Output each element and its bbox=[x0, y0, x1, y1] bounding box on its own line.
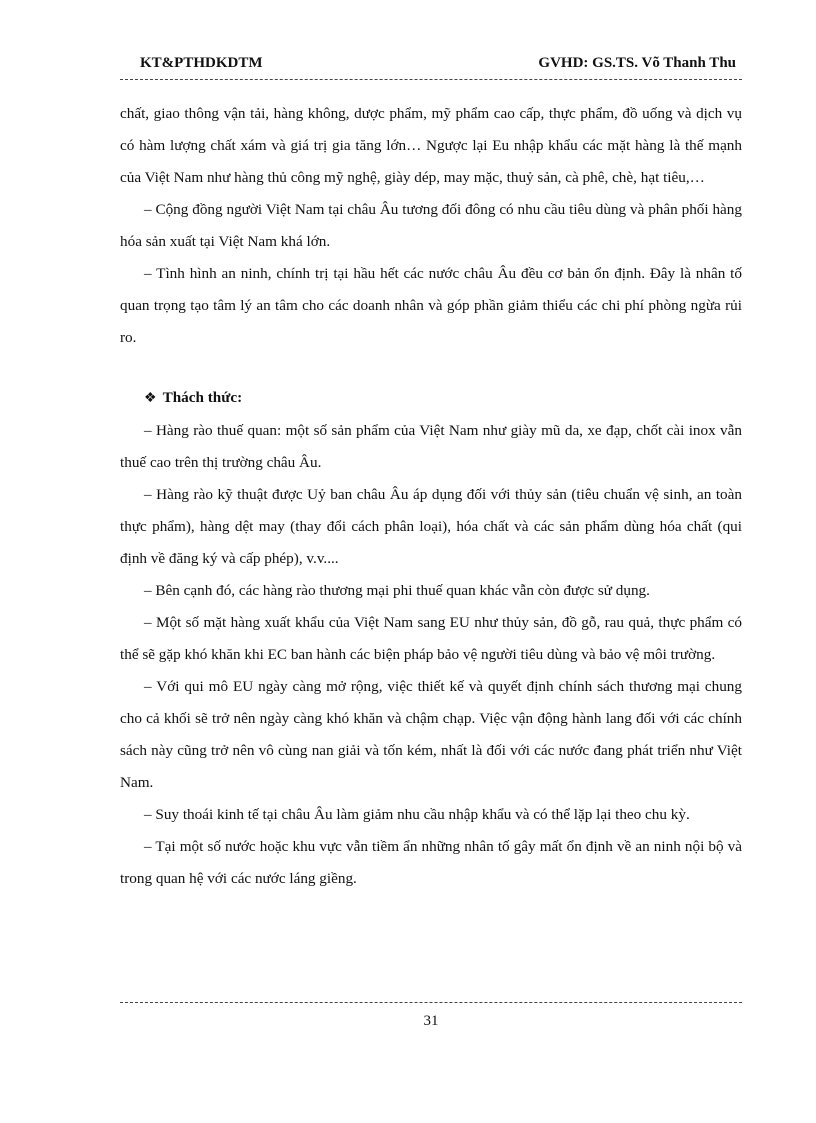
paragraph: – Suy thoái kinh tế tại châu Âu làm giảm nhu cầu nhập khẩu và có thể lặp lại theo chu kỳ. bbox=[144, 806, 690, 823]
section-gap bbox=[120, 354, 742, 382]
diamond-bullet-icon: ❖ bbox=[144, 391, 157, 406]
paragraph: – Hàng rào thuế quan: một số sản phẩm của Việt Nam như giày mũ da, xe đạp, chốt cài inox vẫn thuế cao trên thị trường châu Âu. bbox=[120, 422, 742, 471]
header-right-text: GVHD: GS.TS. Võ Thanh Thu bbox=[538, 55, 736, 71]
paragraph: – Cộng đồng người Việt Nam tại châu Âu tương đối đông có nhu cầu tiêu dùng và phân phối hàng hóa sản xuất tại Việt Nam khá lớn. bbox=[120, 201, 742, 250]
paragraph: – Với qui mô EU ngày càng mở rộng, việc thiết kế và quyết định chính sách thương mại chung cho cả khối sẽ trở nên ngày càng khó khăn và chậm chạp. Việc vận động hành lang đối với các chính sách này cũng trở nên vô cùng nan giải và tốn kém, nhất là đối với các nước đang phát triển như Việt Nam. bbox=[120, 678, 742, 791]
page-number: 31 bbox=[423, 1013, 439, 1029]
header-left-text: KT&PTHDKDTM bbox=[140, 55, 263, 71]
section-heading-title: Thách thức: bbox=[162, 389, 243, 406]
paragraph: – Hàng rào kỹ thuật được Uỷ ban châu Âu áp dụng đối với thủy sản (tiêu chuẩn vệ sinh, an toàn thực phẩm), hàng dệt may (thay đổi cách phân loại), hóa chất và các sản phẩm dùng hóa chất (qui định về đăng ký và cấp phép), v.v.... bbox=[120, 486, 742, 567]
paragraph: – Tình hình an ninh, chính trị tại hầu hết các nước châu Âu đều cơ bản ổn định. Đây là nhân tố quan trọng tạo tâm lý an tâm cho các doanh nhân và góp phần giảm thiểu các chi phí phòng ngừa rủi ro. bbox=[120, 265, 742, 346]
paragraph: – Tại một số nước hoặc khu vực vẫn tiềm ẩn những nhân tố gây mất ổn định về an ninh nội bộ và trong quan hệ với các nước láng giềng. bbox=[120, 838, 742, 887]
section-heading bbox=[120, 382, 742, 415]
paragraph: – Bên cạnh đó, các hàng rào thương mại phi thuế quan khác vẫn còn được sử dụng. bbox=[144, 582, 650, 599]
page-header bbox=[120, 55, 742, 80]
paragraph: chất, giao thông vận tải, hàng không, dược phẩm, mỹ phẩm cao cấp, thực phẩm, đồ uống và dịch vụ có hàm lượng chất xám và giá trị gia tăng lớn… Ngược lại Eu nhập khẩu các mặt hàng là thế mạnh của Việt Nam như hàng thủ công mỹ nghệ, giày dép, may mặc, thuỷ sản, cà phê, chè, hạt tiêu,… bbox=[120, 105, 742, 186]
page-body bbox=[120, 98, 742, 895]
page-footer bbox=[120, 1002, 742, 1030]
paragraph: – Một số mặt hàng xuất khẩu của Việt Nam sang EU như thủy sản, đồ gỗ, rau quả, thực phẩm có thể sẽ gặp khó khăn khi EC ban hành các biện pháp bảo vệ người tiêu dùng và bảo vệ môi trường. bbox=[120, 614, 742, 663]
